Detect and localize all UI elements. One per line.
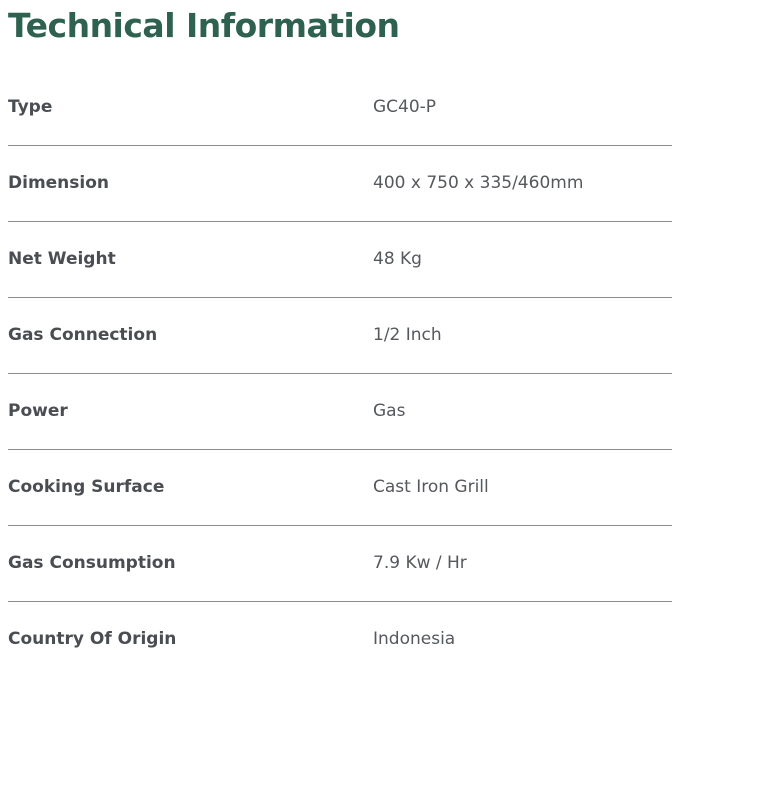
spec-label: Power — [8, 401, 68, 421]
spec-label: Cooking Surface — [8, 477, 165, 497]
spec-value: Indonesia — [373, 629, 456, 649]
spec-label: Dimension — [8, 173, 110, 193]
spec-table — [8, 70, 672, 678]
spec-label: Net Weight — [8, 249, 116, 269]
technical-information-section — [8, 0, 672, 649]
spec-label: Type — [8, 97, 53, 117]
spec-value: 1/2 Inch — [373, 325, 442, 345]
spec-label: Gas Consumption — [8, 553, 176, 573]
spec-row-country-of-origin — [8, 602, 672, 678]
spec-value: 400 x 750 x 335/460mm — [373, 173, 584, 193]
spec-row-gas-connection — [8, 298, 672, 374]
spec-row-cooking-surface — [8, 450, 672, 526]
spec-value: 48 Kg — [373, 249, 422, 269]
spec-row-power — [8, 374, 672, 450]
spec-row-net-weight — [8, 222, 672, 298]
spec-row-type — [8, 70, 672, 146]
spec-row-dimension — [8, 146, 672, 222]
spec-value: GC40-P — [373, 97, 437, 117]
spec-value: Cast Iron Grill — [373, 477, 489, 497]
spec-row-gas-consumption — [8, 526, 672, 602]
spec-value: 7.9 Kw / Hr — [373, 553, 467, 573]
page-title: Technical Information — [8, 6, 400, 45]
spec-label: Gas Connection — [8, 325, 158, 345]
spec-label: Country Of Origin — [8, 629, 177, 649]
spec-value: Gas — [373, 401, 406, 421]
